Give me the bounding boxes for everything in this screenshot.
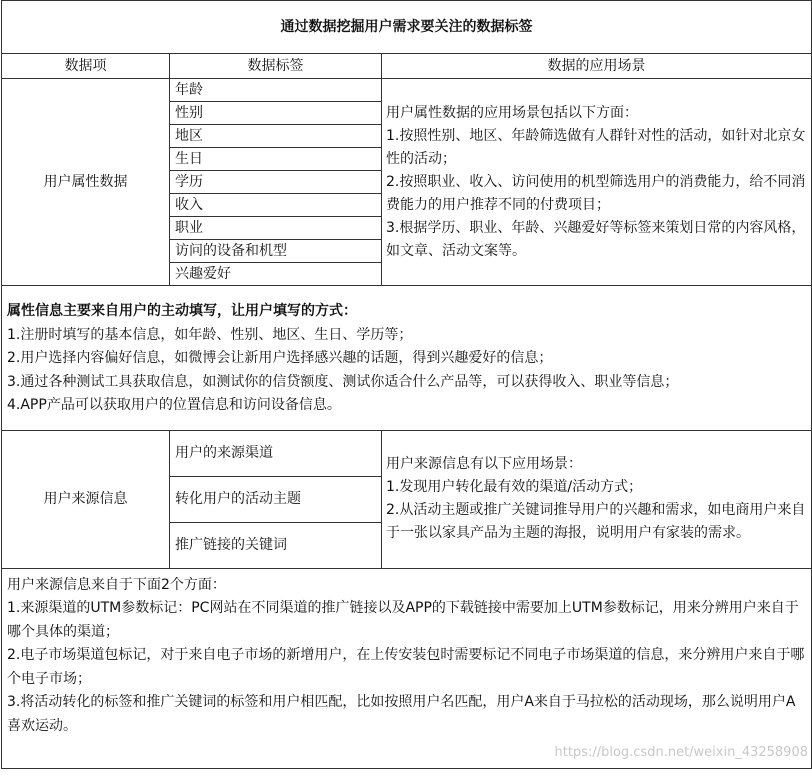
table-row [2,430,812,476]
desc-line: 2.按照职业、收入、访问使用的机型筛选用户的消费能力，给不同消费能力的用户推荐不同的付费项目； [386,173,806,213]
note-heading: 属性信息主要来自用户的主动填写，让用户填写的方式： [7,303,357,319]
note-row [2,286,812,431]
tag-cell: 用户的来源渠道 [170,430,382,476]
desc-line: 用户属性数据的应用场景包括以下方面： [386,104,638,121]
desc-line: 1.按照性别、地区、年龄筛选做有人群针对性的活动，如针对北京女性的活动； [386,127,806,167]
source-info-note [2,568,812,769]
tag-cell: 收入 [170,194,382,217]
header-application: 数据的应用场景 [382,54,812,79]
data-label-table [1,0,812,769]
tag-cell: 推广链接的关键词 [170,522,382,568]
table-title: 通过数据挖掘用户需求要关注的数据标签 [2,1,812,54]
attribute-source-note [2,286,812,431]
item-user-source: 用户来源信息 [2,430,170,568]
tag-cell: 学历 [170,171,382,194]
tag-cell: 兴趣爱好 [170,263,382,286]
tag-cell: 职业 [170,217,382,240]
tag-cell: 访问的设备和机型 [170,240,382,263]
application-user-attributes [382,79,812,286]
table-row [2,79,812,102]
note-heading: 用户来源信息来自于下面2个方面： [7,576,226,593]
watermark: https://blog.csdn.net/weixin_43258908 [554,745,808,760]
note-line: 2.用户选择内容偏好信息，如微博会让新用户选择感兴趣的话题，得到兴趣爱好的信息； [7,350,553,366]
item-user-attributes: 用户属性数据 [2,79,170,286]
title-row [2,1,812,54]
note-line: 1.来源渠道的UTM参数标记：PC网站在不同渠道的推广链接以及APP的下载链接中需要加上UTM参数标记，用来分辨用户来自于哪个具体的渠道； [7,600,799,640]
header-data-tag: 数据标签 [170,54,382,79]
desc-line: 用户来源信息有以下应用场景： [386,456,582,472]
note-line: 1.注册时填写的基本信息，如年龄、性别、地区、生日、学历等； [7,326,413,343]
note-line: 4.APP产品可以获取用户的位置信息和访问设备信息。 [7,397,341,413]
header-row [2,54,812,79]
note-line: 2.电子市场渠道包标记，对于来自电子市场的新增用户，在上传安装包时需要标记不同电子市场渠道的信息，来分辨用户来自于哪个电子市场； [7,647,805,687]
tag-cell: 转化用户的活动主题 [170,476,382,522]
note-line: 3.将活动转化的标签和推广关键词的标签和用户相匹配，比如按照用户名匹配，用户A来自于马拉松的活动现场，那么说明用户A喜欢运动。 [7,694,796,734]
desc-line: 1.发现用户转化最有效的渠道/活动方式； [386,479,643,495]
desc-line: 2.从活动主题或推广关键词推导用户的兴趣和需求，如电商用户来自于一张以家具产品为主题的海报，说明用户有家装的需求。 [386,502,806,541]
tag-cell: 生日 [170,148,382,171]
note-row [2,568,812,769]
header-data-item: 数据项 [2,54,170,79]
tag-cell: 地区 [170,125,382,148]
note-line: 3.通过各种测试工具获取信息，如测试你的信贷额度、测试你适合什么产品等，可以获得收入、职业等信息； [7,373,679,390]
tag-cell: 性别 [170,102,382,125]
desc-line: 3.根据学历、职业、年龄、兴趣爱好等标签来策划日常的内容风格，如文章、活动文案等。 [386,219,806,259]
tag-cell: 年龄 [170,79,382,102]
application-user-source [382,430,812,568]
